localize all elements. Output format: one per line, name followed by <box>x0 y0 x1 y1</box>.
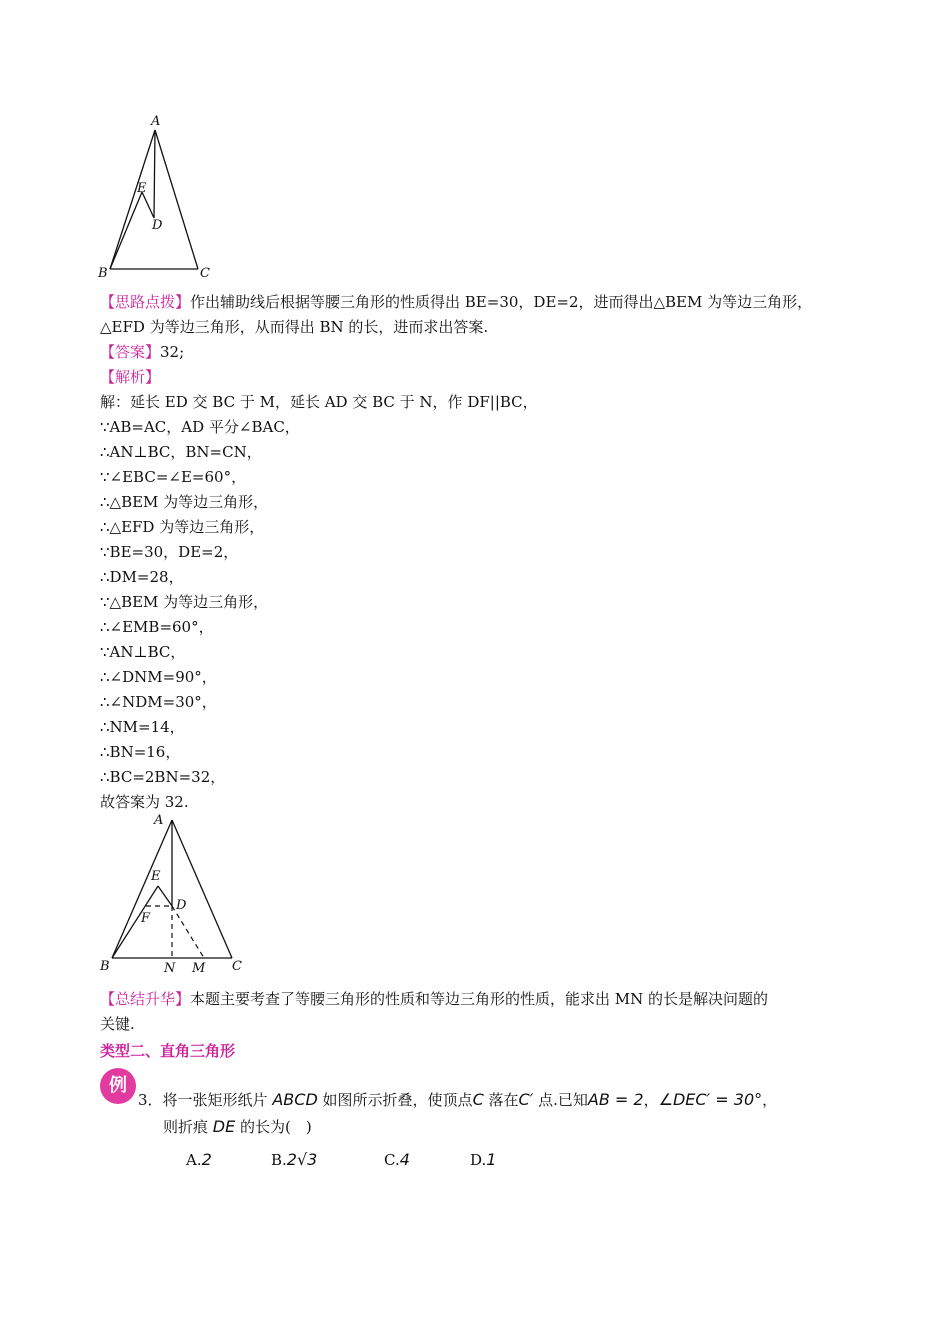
label-b: B <box>100 959 110 974</box>
label-a: A <box>151 114 161 129</box>
analysis-step: ∵AB=AC，AD 平分∠BAC， <box>100 418 300 436</box>
analysis-step: ∴DM=28， <box>100 568 184 586</box>
label-e: E <box>137 181 147 196</box>
analysis-heading <box>100 367 160 387</box>
analysis-step: ∴BN=16， <box>100 743 181 761</box>
label-d: D <box>176 898 187 913</box>
option-letter: B. <box>271 1151 287 1169</box>
figure-1-isosceles-triangle <box>96 112 226 280</box>
label-c: C <box>200 266 210 280</box>
option-letter: D. <box>470 1151 487 1169</box>
hint-line-1 <box>100 292 812 312</box>
example-question-line-2 <box>163 1117 312 1137</box>
option-letter: C. <box>384 1151 400 1169</box>
segment-dm-dashed <box>172 906 204 958</box>
option-b <box>271 1150 317 1170</box>
segment-be <box>112 886 158 958</box>
answer-tag: 【答案】 <box>100 343 161 361</box>
analysis-step: 解：延长 ED 交 BC 于 M，延长 AD 交 BC 于 N，作 DF||BC， <box>100 393 538 411</box>
summary-line-1 <box>100 989 768 1009</box>
analysis-step: ∴NM=14， <box>100 718 185 736</box>
question-text: 将一张矩形纸片 <box>162 1091 268 1109</box>
math-angle-dec: ∠DEC′ = 30° <box>658 1090 763 1109</box>
label-c: C <box>232 959 242 974</box>
example-badge-icon: 例 <box>100 1068 136 1104</box>
analysis-step: ∵BE=30，DE=2， <box>100 543 239 561</box>
answer-value: 32; <box>160 343 185 361</box>
analysis-step: ∵△BEM 为等边三角形， <box>100 593 269 611</box>
question-text: 则折痕 <box>163 1118 209 1136</box>
math-abcd: ABCD <box>272 1090 318 1109</box>
analysis-step: ∵∠EBC=∠E=60°， <box>100 468 247 486</box>
segment-ac <box>155 130 198 269</box>
segment-ab <box>112 820 172 958</box>
segment-be <box>110 192 142 269</box>
hint-line-2 <box>100 317 488 337</box>
hint-text-1: 作出辅助线后根据等腰三角形的性质得出 BE=30，DE=2，进而得出△BEM 为等边三角形， <box>190 293 813 311</box>
analysis-step: ∴△EFD 为等边三角形， <box>100 518 265 536</box>
analysis-step: 故答案为 32. <box>100 793 189 811</box>
example-question-line-1 <box>138 1090 777 1110</box>
summary-line-2 <box>100 1014 135 1034</box>
segment-ac <box>172 820 232 958</box>
question-number: 3． <box>138 1091 163 1109</box>
label-a: A <box>154 813 164 828</box>
analysis-step: ∵AN⊥BC， <box>100 643 186 661</box>
label-b: B <box>98 266 108 280</box>
label-n: N <box>164 961 176 976</box>
summary-text-2: 关键. <box>100 1015 135 1033</box>
option-value: 2√3 <box>286 1150 318 1169</box>
label-e: E <box>151 869 161 884</box>
option-value: 1 <box>486 1150 497 1169</box>
analysis-step: ∴△BEM 为等边三角形， <box>100 493 269 511</box>
punctuation: ， <box>762 1091 778 1109</box>
question-text: 的长为( ) <box>240 1118 312 1136</box>
question-text: 落在 <box>488 1091 519 1109</box>
option-letter: A. <box>186 1151 202 1169</box>
question-text: 点.已知 <box>538 1091 588 1109</box>
label-f: F <box>141 911 151 926</box>
option-value: 2 <box>201 1150 212 1169</box>
section-heading: 类型二、直角三角形 <box>100 1042 236 1060</box>
question-text: 如图所示折叠，使顶点 <box>322 1091 473 1109</box>
math-c-prime: C′ <box>518 1090 534 1109</box>
math-ab-equals: AB = 2 <box>587 1090 644 1109</box>
analysis-step: ∴BC=2BN=32， <box>100 768 226 786</box>
label-m: M <box>192 961 206 976</box>
math-c: C <box>472 1090 484 1109</box>
analysis-step: ∴∠NDM=30°， <box>100 693 217 711</box>
hint-tag: 【思路点拨】 <box>100 293 191 311</box>
summary-text-1: 本题主要考查了等腰三角形的性质和等边三角形的性质，能求出 MN 的长是解决问题的 <box>190 990 769 1008</box>
analysis-step: ∴∠EMB=60°， <box>100 618 214 636</box>
option-value: 4 <box>399 1150 410 1169</box>
analysis-step: ∴AN⊥BC，BN=CN， <box>100 443 262 461</box>
segment-ab <box>110 130 155 269</box>
segment-ad <box>154 130 155 218</box>
hint-text-2: △EFD 为等边三角形，从而得出 BN 的长，进而求出答案. <box>100 318 489 336</box>
math-de: DE <box>212 1117 236 1136</box>
figure-2-auxiliary-lines <box>96 810 256 978</box>
analysis-tag: 【解析】 <box>100 368 161 386</box>
option-c <box>384 1150 410 1170</box>
punctuation: ， <box>643 1091 659 1109</box>
option-a <box>186 1150 212 1170</box>
label-d: D <box>152 218 163 233</box>
segment-ed <box>158 886 172 906</box>
summary-tag: 【总结升华】 <box>100 990 191 1008</box>
analysis-step: ∴∠DNM=90°， <box>100 668 217 686</box>
answer-line <box>100 342 184 362</box>
option-d <box>470 1150 496 1170</box>
